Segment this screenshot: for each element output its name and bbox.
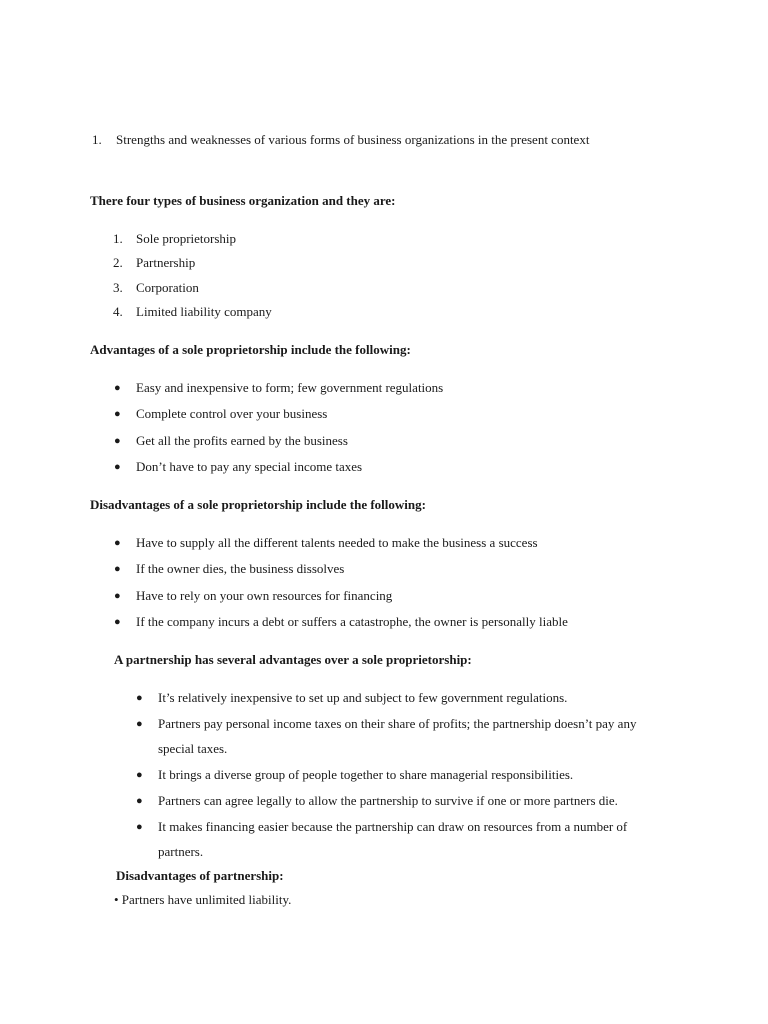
bullet-icon: ● (114, 435, 121, 447)
partnership-advantage-item: Partners pay personal income taxes on their share of profits; the partnership doesn’t pay any (158, 716, 637, 731)
sole-disadvantage-item: Have to rely on your own resources for financing (136, 588, 393, 603)
question-text: Strengths and weaknesses of various forms of business organizations in the present context (116, 132, 590, 147)
partnership-disadvantages-heading: Disadvantages of partnership: (116, 868, 284, 883)
types-item-number: 3. (113, 280, 123, 295)
types-item: Partnership (136, 255, 196, 270)
bullet-icon: ● (136, 795, 143, 807)
question-number: 1. (92, 132, 102, 147)
types-item-number: 4. (113, 304, 123, 319)
types-item-number: 1. (113, 231, 123, 246)
partnership-advantage-item: Partners can agree legally to allow the partnership to survive if one or more partners die. (158, 793, 618, 808)
sole-advantage-item: Easy and inexpensive to form; few government regulations (136, 380, 444, 395)
bullet-icon: ● (114, 537, 121, 549)
partnership-advantage-item-continued: partners. (158, 844, 204, 859)
bullet-icon: ● (114, 563, 121, 575)
sole-disadvantage-item: Have to supply all the different talents needed to make the business a success (136, 535, 538, 550)
sole-advantage-item: Don’t have to pay any special income taxes (136, 459, 363, 474)
bullet-icon: ● (136, 692, 143, 704)
partnership-advantage-item: It brings a diverse group of people together to share managerial responsibilities. (158, 767, 574, 782)
partnership-advantage-item: It’s relatively inexpensive to set up and subject to few government regulations. (158, 690, 568, 705)
partnership-advantage-item: It makes financing easier because the partnership can draw on resources from a number of (158, 819, 628, 834)
sole-disadvantages-heading: Disadvantages of a sole proprietorship include the following: (90, 497, 426, 512)
partnership-advantage-item-continued: special taxes. (158, 741, 228, 756)
sole-advantages-heading: Advantages of a sole proprietorship include the following: (90, 342, 411, 357)
partnership-disadvantage-item: • Partners have unlimited liability. (114, 892, 292, 907)
sole-advantage-item: Complete control over your business (136, 406, 328, 421)
sole-advantage-item: Get all the profits earned by the business (136, 433, 348, 448)
types-item: Corporation (136, 280, 199, 295)
sole-disadvantage-item: If the company incurs a debt or suffers a catastrophe, the owner is personally liable (136, 614, 568, 629)
bullet-icon: ● (114, 461, 121, 473)
sole-disadvantage-item: If the owner dies, the business dissolves (136, 561, 345, 576)
bullet-icon: ● (114, 382, 121, 394)
types-heading: There four types of business organization and they are: (90, 193, 396, 208)
bullet-icon: ● (114, 590, 121, 602)
partnership-advantages-heading: A partnership has several advantages over a sole proprietorship: (114, 652, 472, 667)
types-item: Limited liability company (136, 304, 272, 319)
bullet-icon: ● (136, 821, 143, 833)
types-item: Sole proprietorship (136, 231, 237, 246)
bullet-icon: ● (114, 408, 121, 420)
types-item-number: 2. (113, 255, 123, 270)
bullet-icon: ● (136, 718, 143, 730)
bullet-icon: ● (114, 616, 121, 628)
bullet-icon: ● (136, 769, 143, 781)
